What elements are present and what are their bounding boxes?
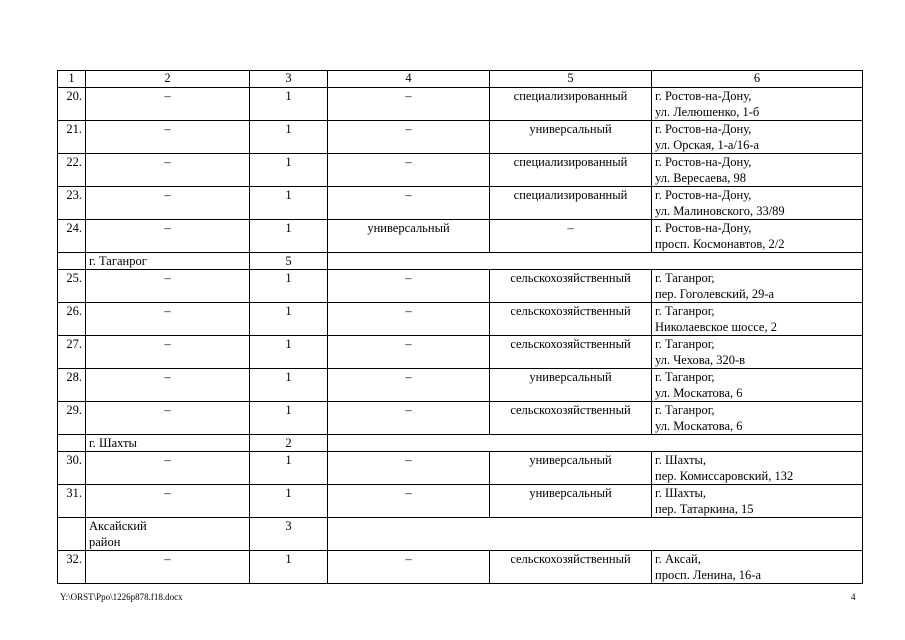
region-count: 5 [250, 253, 328, 270]
cell-type: универсальный [490, 369, 652, 402]
cell-col4: – [328, 303, 490, 336]
cell-type: – [490, 220, 652, 253]
cell-type: сельскохозяйственный [490, 402, 652, 435]
cell-address: г. Ростов-на-Дону, ул. Малиновского, 33/89 [652, 187, 863, 220]
table-row [58, 154, 863, 187]
region-row [58, 253, 863, 270]
cell-address: г. Шахты, пер. Комиссаровский, 132 [652, 452, 863, 485]
cell-col2: – [86, 551, 250, 584]
cell-col4: – [328, 187, 490, 220]
row-number: 22. [58, 154, 86, 187]
cell-count: 1 [250, 187, 328, 220]
cell-type: универсальный [490, 121, 652, 154]
row-number: 31. [58, 485, 86, 518]
cell-col4: – [328, 336, 490, 369]
cell-count: 1 [250, 270, 328, 303]
table-row [58, 402, 863, 435]
column-header: 2 [86, 71, 250, 88]
cell-col2: – [86, 88, 250, 121]
cell-col4: универсальный [328, 220, 490, 253]
table-row [58, 303, 863, 336]
cell-col4: – [328, 270, 490, 303]
region-row [58, 435, 863, 452]
cell-type: универсальный [490, 452, 652, 485]
table-row [58, 121, 863, 154]
row-number: 28. [58, 369, 86, 402]
cell-col4: – [328, 485, 490, 518]
region-spacer [58, 435, 86, 452]
column-header: 3 [250, 71, 328, 88]
table-row [58, 485, 863, 518]
row-number: 23. [58, 187, 86, 220]
region-name: г. Таганрог [86, 253, 250, 270]
cell-count: 1 [250, 402, 328, 435]
region-row [58, 518, 863, 551]
cell-col2: – [86, 303, 250, 336]
cell-col2: – [86, 154, 250, 187]
cell-address: г. Таганрог, пер. Гоголевский, 29-а [652, 270, 863, 303]
row-number: 30. [58, 452, 86, 485]
row-number: 26. [58, 303, 86, 336]
cell-type: сельскохозяйственный [490, 303, 652, 336]
table-row [58, 452, 863, 485]
cell-count: 1 [250, 369, 328, 402]
cell-col2: – [86, 187, 250, 220]
cell-col2: – [86, 270, 250, 303]
cell-count: 1 [250, 485, 328, 518]
footer-file-path: Y:\ORST\Ppo\1226p878.f18.docx [60, 592, 183, 602]
region-name: г. Шахты [86, 435, 250, 452]
table-row [58, 336, 863, 369]
page-number: 4 [851, 592, 856, 602]
cell-type: сельскохозяйственный [490, 336, 652, 369]
column-header: 6 [652, 71, 863, 88]
cell-address: г. Таганрог, Николаевское шоссе, 2 [652, 303, 863, 336]
cell-address: г. Таганрог, ул. Москатова, 6 [652, 402, 863, 435]
cell-count: 1 [250, 551, 328, 584]
table-row [58, 369, 863, 402]
cell-col4: – [328, 369, 490, 402]
region-blank [328, 435, 863, 452]
cell-address: г. Шахты, пер. Татаркина, 15 [652, 485, 863, 518]
cell-address: г. Ростов-на-Дону, просп. Космонавтов, 2/2 [652, 220, 863, 253]
region-blank [328, 518, 863, 551]
column-header: 5 [490, 71, 652, 88]
cell-count: 1 [250, 303, 328, 336]
cell-address: г. Аксай, просп. Ленина, 16-а [652, 551, 863, 584]
cell-col2: – [86, 336, 250, 369]
cell-col4: – [328, 121, 490, 154]
cell-address: г. Таганрог, ул. Москатова, 6 [652, 369, 863, 402]
cell-address: г. Ростов-на-Дону, ул. Вересаева, 98 [652, 154, 863, 187]
cell-address: г. Таганрог, ул. Чехова, 320-в [652, 336, 863, 369]
column-header: 1 [58, 71, 86, 88]
cell-address: г. Ростов-на-Дону, ул. Лелюшенко, 1-б [652, 88, 863, 121]
region-blank [328, 253, 863, 270]
column-header: 4 [328, 71, 490, 88]
row-number: 20. [58, 88, 86, 121]
table-row [58, 270, 863, 303]
table-row [58, 187, 863, 220]
cell-count: 1 [250, 452, 328, 485]
row-number: 29. [58, 402, 86, 435]
cell-type: специализированный [490, 154, 652, 187]
header-row [58, 71, 863, 88]
cell-type: универсальный [490, 485, 652, 518]
cell-type: сельскохозяйственный [490, 270, 652, 303]
region-count: 3 [250, 518, 328, 551]
cell-count: 1 [250, 121, 328, 154]
table-body [58, 71, 863, 584]
cell-col2: – [86, 121, 250, 154]
cell-col2: – [86, 452, 250, 485]
cell-type: специализированный [490, 187, 652, 220]
row-number: 21. [58, 121, 86, 154]
cell-col2: – [86, 369, 250, 402]
table-row [58, 220, 863, 253]
cell-type: специализированный [490, 88, 652, 121]
cell-col4: – [328, 551, 490, 584]
data-table [57, 70, 863, 584]
row-number: 32. [58, 551, 86, 584]
region-count: 2 [250, 435, 328, 452]
cell-count: 1 [250, 336, 328, 369]
row-number: 27. [58, 336, 86, 369]
table-row [58, 88, 863, 121]
cell-col4: – [328, 154, 490, 187]
cell-col4: – [328, 88, 490, 121]
table-row [58, 551, 863, 584]
region-spacer [58, 253, 86, 270]
cell-col4: – [328, 402, 490, 435]
row-number: 24. [58, 220, 86, 253]
cell-count: 1 [250, 220, 328, 253]
cell-col4: – [328, 452, 490, 485]
cell-count: 1 [250, 88, 328, 121]
region-name: Аксайский район [86, 518, 250, 551]
cell-col2: – [86, 402, 250, 435]
row-number: 25. [58, 270, 86, 303]
cell-col2: – [86, 485, 250, 518]
cell-col2: – [86, 220, 250, 253]
region-spacer [58, 518, 86, 551]
cell-count: 1 [250, 154, 328, 187]
cell-address: г. Ростов-на-Дону, ул. Орская, 1-а/16-а [652, 121, 863, 154]
cell-type: сельскохозяйственный [490, 551, 652, 584]
